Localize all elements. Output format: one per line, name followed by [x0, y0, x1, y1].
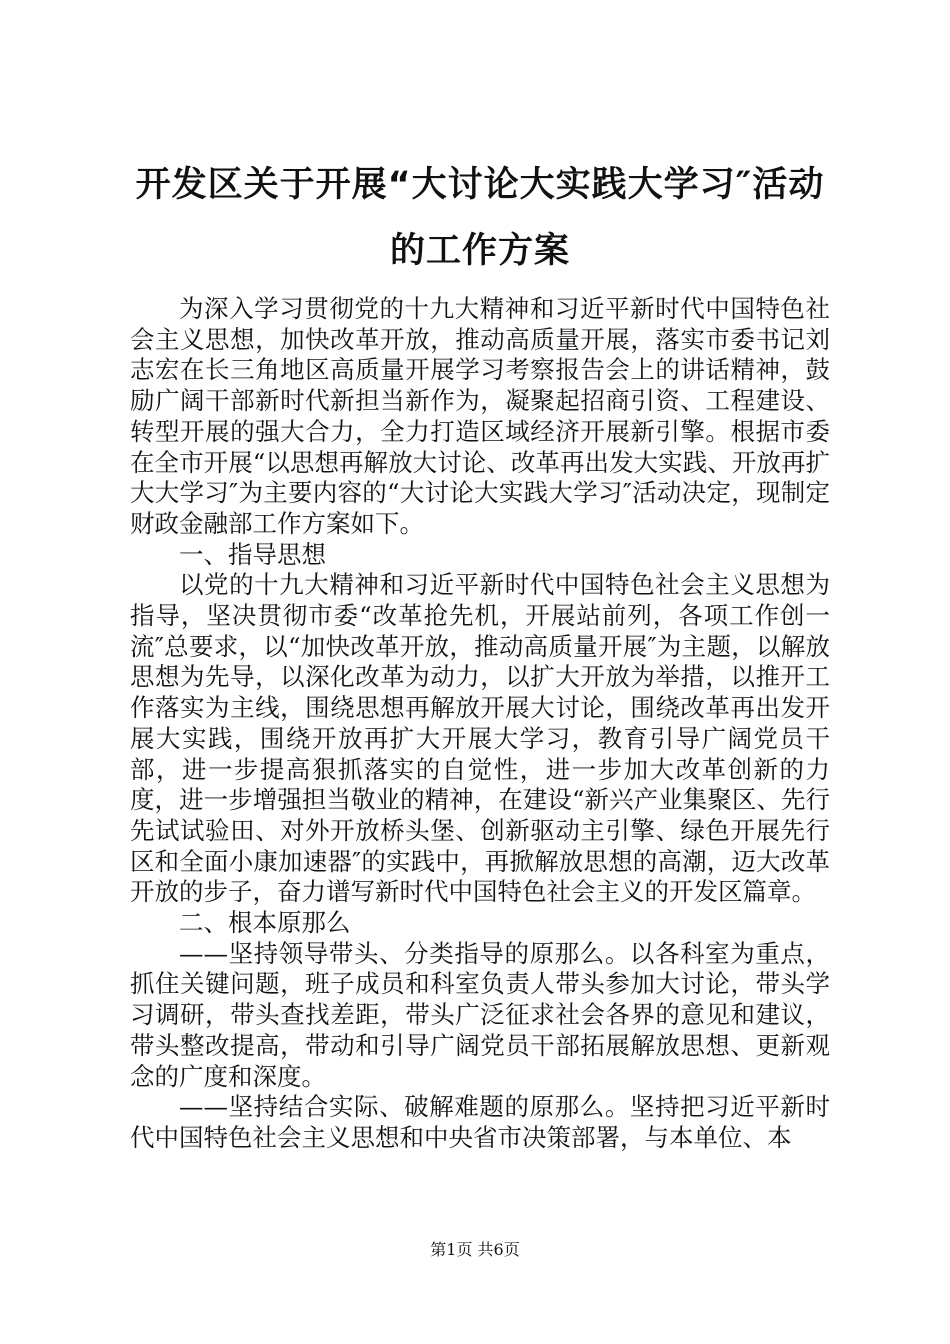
- principle-paragraph-2: ——坚持结合实际、破解难题的原那么。坚持把习近平新时代中国特色社会主义思想和中央省市决策部署，与本单位、本: [130, 1092, 830, 1152]
- guiding-ideology-paragraph: 以党的十九大精神和习近平新时代中国特色社会主义思想为指导，坚决贯彻市委“改革抢先机，开展站前列，各项工作创一流″总要求，以“加快改革开放，推动高质量开展″为主题，以解放思想为先导，以深化改革为动力，以扩大开放为举措，以推开工作落实为主线，围绕思想再解放开展大讨论，围绕改革再出发开展大实践，围绕开放再扩大开展大学习，教育引导广阔党员干部，进一步提高狠抓落实的自觉性，进一步加大改革创新的力度，进一步增强担当敬业的精神，在建设“新兴产业集聚区、先行先试试验田、对外开放桥头堡、创新驱动主引擎、绿色开展先行区和全面小康加速器″的实践中，再掀解放思想的高潮，迈大改革开放的步子，奋力谱写新时代中国特色社会主义的开发区篇章。: [130, 570, 830, 907]
- intro-paragraph: 为深入学习贯彻党的十九大精神和习近平新时代中国特色社会主义思想，加快改革开放，推动高质量开展，落实市委书记刘志宏在长三角地区高质量开展学习考察报告会上的讲话精神，鼓励广阔干部新时代新担当新作为，凝聚起招商引资、工程建设、转型开展的强大合力，全力打造区域经济开展新引擎。根据市委在全市开展“以思想再解放大讨论、改革再出发大实践、开放再扩大大学习″为主要内容的“大讨论大实践大学习″活动决定，现制定财政金融部工作方案如下。: [130, 294, 830, 538]
- page-footer: 第1页 共6页: [430, 1240, 520, 1259]
- section-heading-basic-principles: 二、根本原那么: [179, 908, 351, 938]
- principle-paragraph-1: ——坚持领导带头、分类指导的原那么。以各科室为重点，抓住关键问题，班子成员和科室负责人带头参加大讨论，带头学习调研，带头查找差距，带头广泛征求社会各界的意见和建议，带头整改提高，带动和引导广阔党员干部拓展解放思想、更新观念的广度和深度。: [130, 938, 830, 1091]
- title-line-2: 的工作方案: [389, 231, 570, 271]
- title-line-1: 开发区关于开展“大讨论大实践大学习″活动: [135, 165, 825, 205]
- document-body: [130, 294, 830, 1154]
- section-heading-guiding-ideology: 一、指导思想: [179, 539, 326, 569]
- document-title: [100, 152, 860, 284]
